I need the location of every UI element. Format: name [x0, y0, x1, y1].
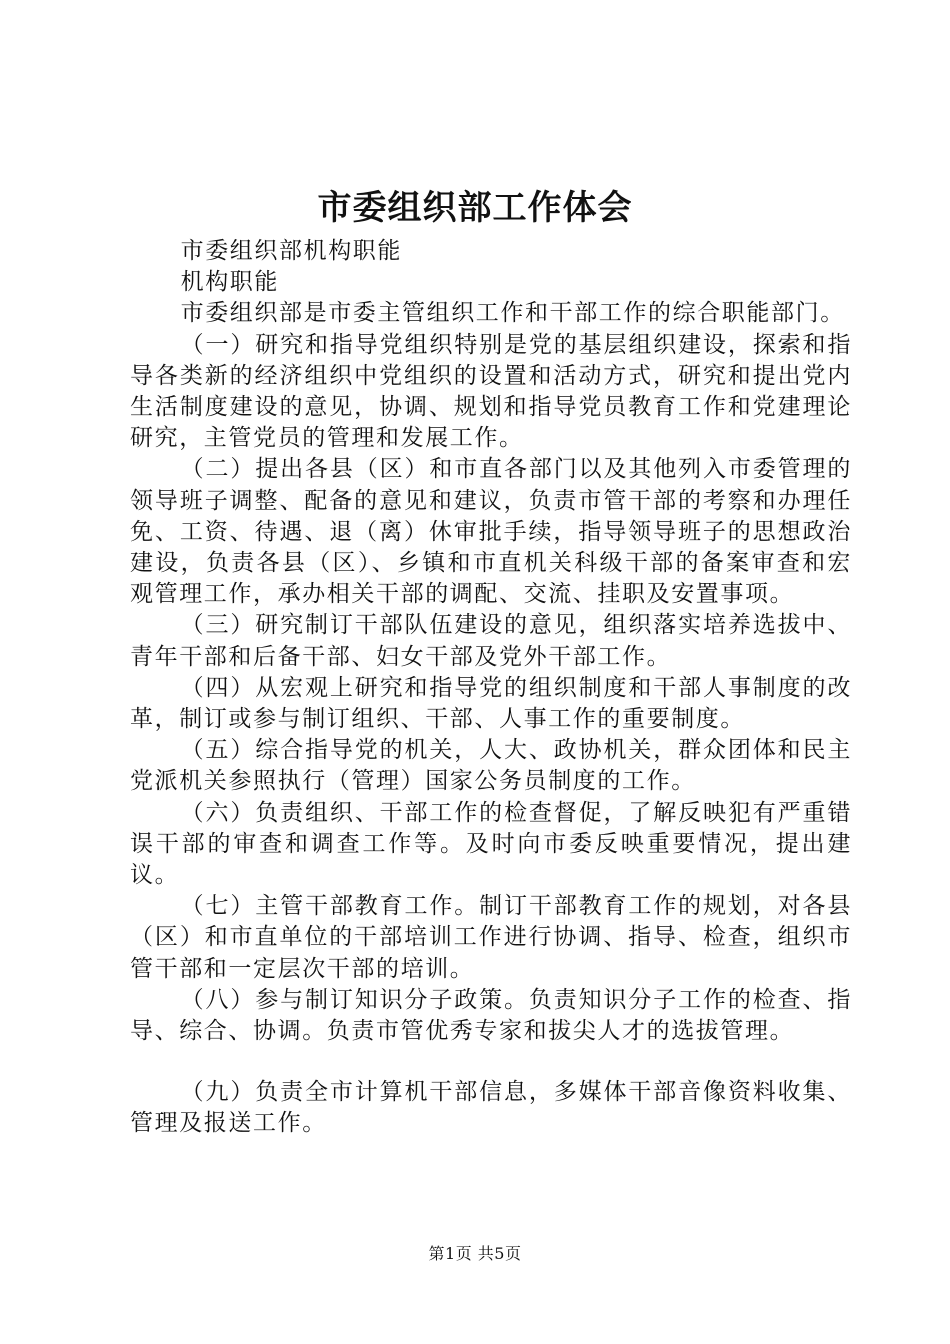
page-number: 第1页 共5页 — [428, 1244, 522, 1263]
document-title: 市委组织部工作体会 — [317, 188, 633, 228]
paragraph-item-1: （一）研究和指导党组织特别是党的基层组织建设，探索和指导各类新的经济组织中党组织的设置和活动方式，研究和提出党内生活制度建设的意见，协调、规划和指导党员教育工作和党建理论研究，主管党员的管理和发展工作。 — [130, 331, 852, 452]
paragraph-item-7: （七）主管干部教育工作。制订干部教育工作的规划，对各县（区）和市直单位的干部培训工作进行协调、指导、检查，组织市管干部和一定层次干部的培训。 — [130, 893, 852, 982]
paragraph-heading-1: 市委组织部机构职能 — [180, 238, 402, 264]
document-body — [130, 236, 852, 1140]
paragraph-item-4: （四）从宏观上研究和指导党的组织制度和干部人事制度的改革，制订或参与制订组织、干部、人事工作的重要制度。 — [130, 674, 852, 733]
paragraph-item-6: （六）负责组织、干部工作的检查督促，了解反映犯有严重错误干部的审查和调查工作等。及时向市委反映重要情况，提出建议。 — [130, 799, 852, 889]
paragraph-heading-2: 机构职能 — [180, 269, 279, 296]
paragraph-item-5: （五）综合指导党的机关，人大、政协机关，群众团体和民主党派机关参照执行（管理）国家公务员制度的工作。 — [130, 737, 852, 795]
paragraph-item-9: （九）负责全市计算机干部信息，多媒体干部音像资料收集、管理及报送工作。 — [130, 1079, 852, 1137]
paragraph-item-3: （三）研究制订干部队伍建设的意见，组织落实培养选拔中、青年干部和后备干部、妇女干部及党外干部工作。 — [130, 612, 852, 670]
paragraph-intro: 市委组织部是市委主管组织工作和干部工作的综合职能部门。 — [180, 300, 845, 327]
paragraph-item-2: （二）提出各县（区）和市直各部门以及其他列入市委管理的领导班子调整、配备的意见和建议，负责市管干部的考察和办理任免、工资、待遇、退（离）休审批手续，指导领导班子的思想政治建设，负责各县（区）、乡镇和市直机关科级干部的备案审查和宏观管理工作，承办相关干部的调配、交流、挂职及安置事项。 — [130, 456, 852, 608]
paragraph-item-8: （八）参与制订知识分子政策。负责知识分子工作的检查、指导、综合、协调。负责市管优秀专家和拔尖人才的选拔管理。 — [130, 986, 852, 1045]
